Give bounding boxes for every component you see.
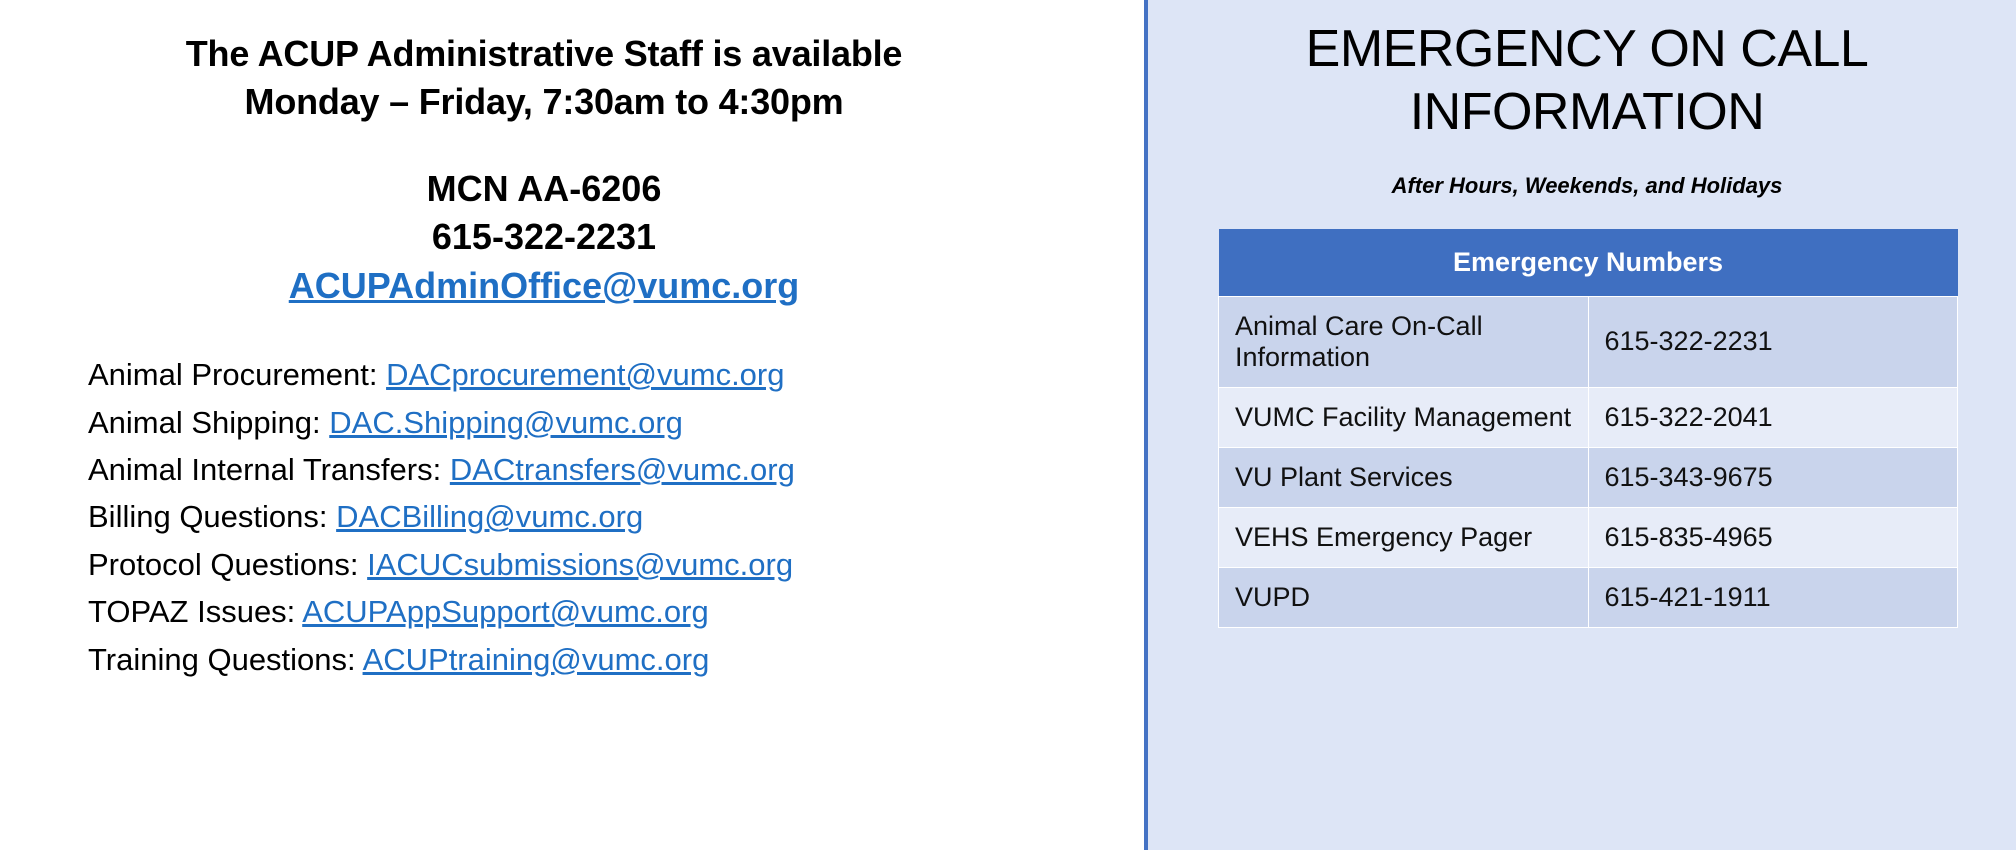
- contact-label: Training Questions:: [88, 641, 363, 677]
- list-item: [88, 588, 1108, 635]
- contact-email-link[interactable]: ACUPtraining@vumc.org: [362, 641, 710, 677]
- contact-label: TOPAZ Issues:: [88, 594, 303, 630]
- emergency-info-panel: [1148, 0, 2016, 850]
- office-hours-line-1: The ACUP Administrative Staff is available: [185, 33, 903, 74]
- list-item: [88, 351, 1108, 398]
- list-item: [88, 636, 1108, 683]
- office-location: MCN AA-6206: [426, 168, 662, 210]
- table-cell-name: VU Plant Services: [1219, 447, 1589, 507]
- office-email-link[interactable]: ACUPAdminOffice@vumc.org: [288, 265, 800, 307]
- department-contact-list: [60, 351, 1108, 683]
- table-cell-name: VEHS Emergency Pager: [1219, 507, 1589, 567]
- list-item: [88, 541, 1108, 588]
- table-row: [1219, 567, 1958, 627]
- contact-email-link[interactable]: DACprocurement@vumc.org: [386, 357, 785, 393]
- list-item: [88, 399, 1108, 446]
- table-row: [1219, 507, 1958, 567]
- office-phone: 615-322-2231: [431, 215, 657, 257]
- contact-email-link[interactable]: IACUCsubmissions@vumc.org: [367, 546, 794, 582]
- table-cell-name: VUPD: [1219, 567, 1589, 627]
- contact-email-link[interactable]: DAC.Shipping@vumc.org: [329, 404, 683, 440]
- contact-email-link[interactable]: DACtransfers@vumc.org: [449, 452, 795, 488]
- list-item: [88, 446, 1108, 493]
- list-item: [88, 493, 1108, 540]
- table-cell-number: 615-322-2041: [1588, 387, 1958, 447]
- table-cell-number: 615-421-1911: [1588, 567, 1958, 627]
- table-row: [1219, 296, 1958, 387]
- contact-email-link[interactable]: ACUPAppSupport@vumc.org: [302, 594, 709, 630]
- contact-email-link[interactable]: DACBilling@vumc.org: [336, 499, 644, 535]
- office-contact-block: [60, 165, 1108, 311]
- table-header-row: [1219, 229, 1958, 297]
- office-hours-block: [60, 30, 1108, 125]
- table-cell-name: Animal Care On-Call Information: [1219, 296, 1589, 387]
- table-cell-number: 615-322-2231: [1588, 296, 1958, 387]
- contact-label: Animal Procurement:: [88, 357, 387, 393]
- contact-label: Billing Questions:: [88, 499, 337, 535]
- emergency-numbers-table: [1218, 229, 1958, 628]
- contact-label: Animal Internal Transfers:: [88, 452, 450, 488]
- table-cell-number: 615-343-9675: [1588, 447, 1958, 507]
- table-cell-number: 615-835-4965: [1588, 507, 1958, 567]
- contact-label: Protocol Questions:: [88, 546, 368, 582]
- table-cell-name: VUMC Facility Management: [1219, 387, 1589, 447]
- table-header-label: Emergency Numbers: [1219, 229, 1958, 297]
- page-title: EMERGENCY ON CALL INFORMATION: [1305, 20, 1869, 142]
- table-row: [1219, 387, 1958, 447]
- contact-label: Animal Shipping:: [88, 404, 330, 440]
- office-hours-line-2: Monday – Friday, 7:30am to 4:30pm: [244, 80, 844, 122]
- table-row: [1219, 447, 1958, 507]
- page-subtitle: After Hours, Weekends, and Holidays: [1391, 172, 1783, 198]
